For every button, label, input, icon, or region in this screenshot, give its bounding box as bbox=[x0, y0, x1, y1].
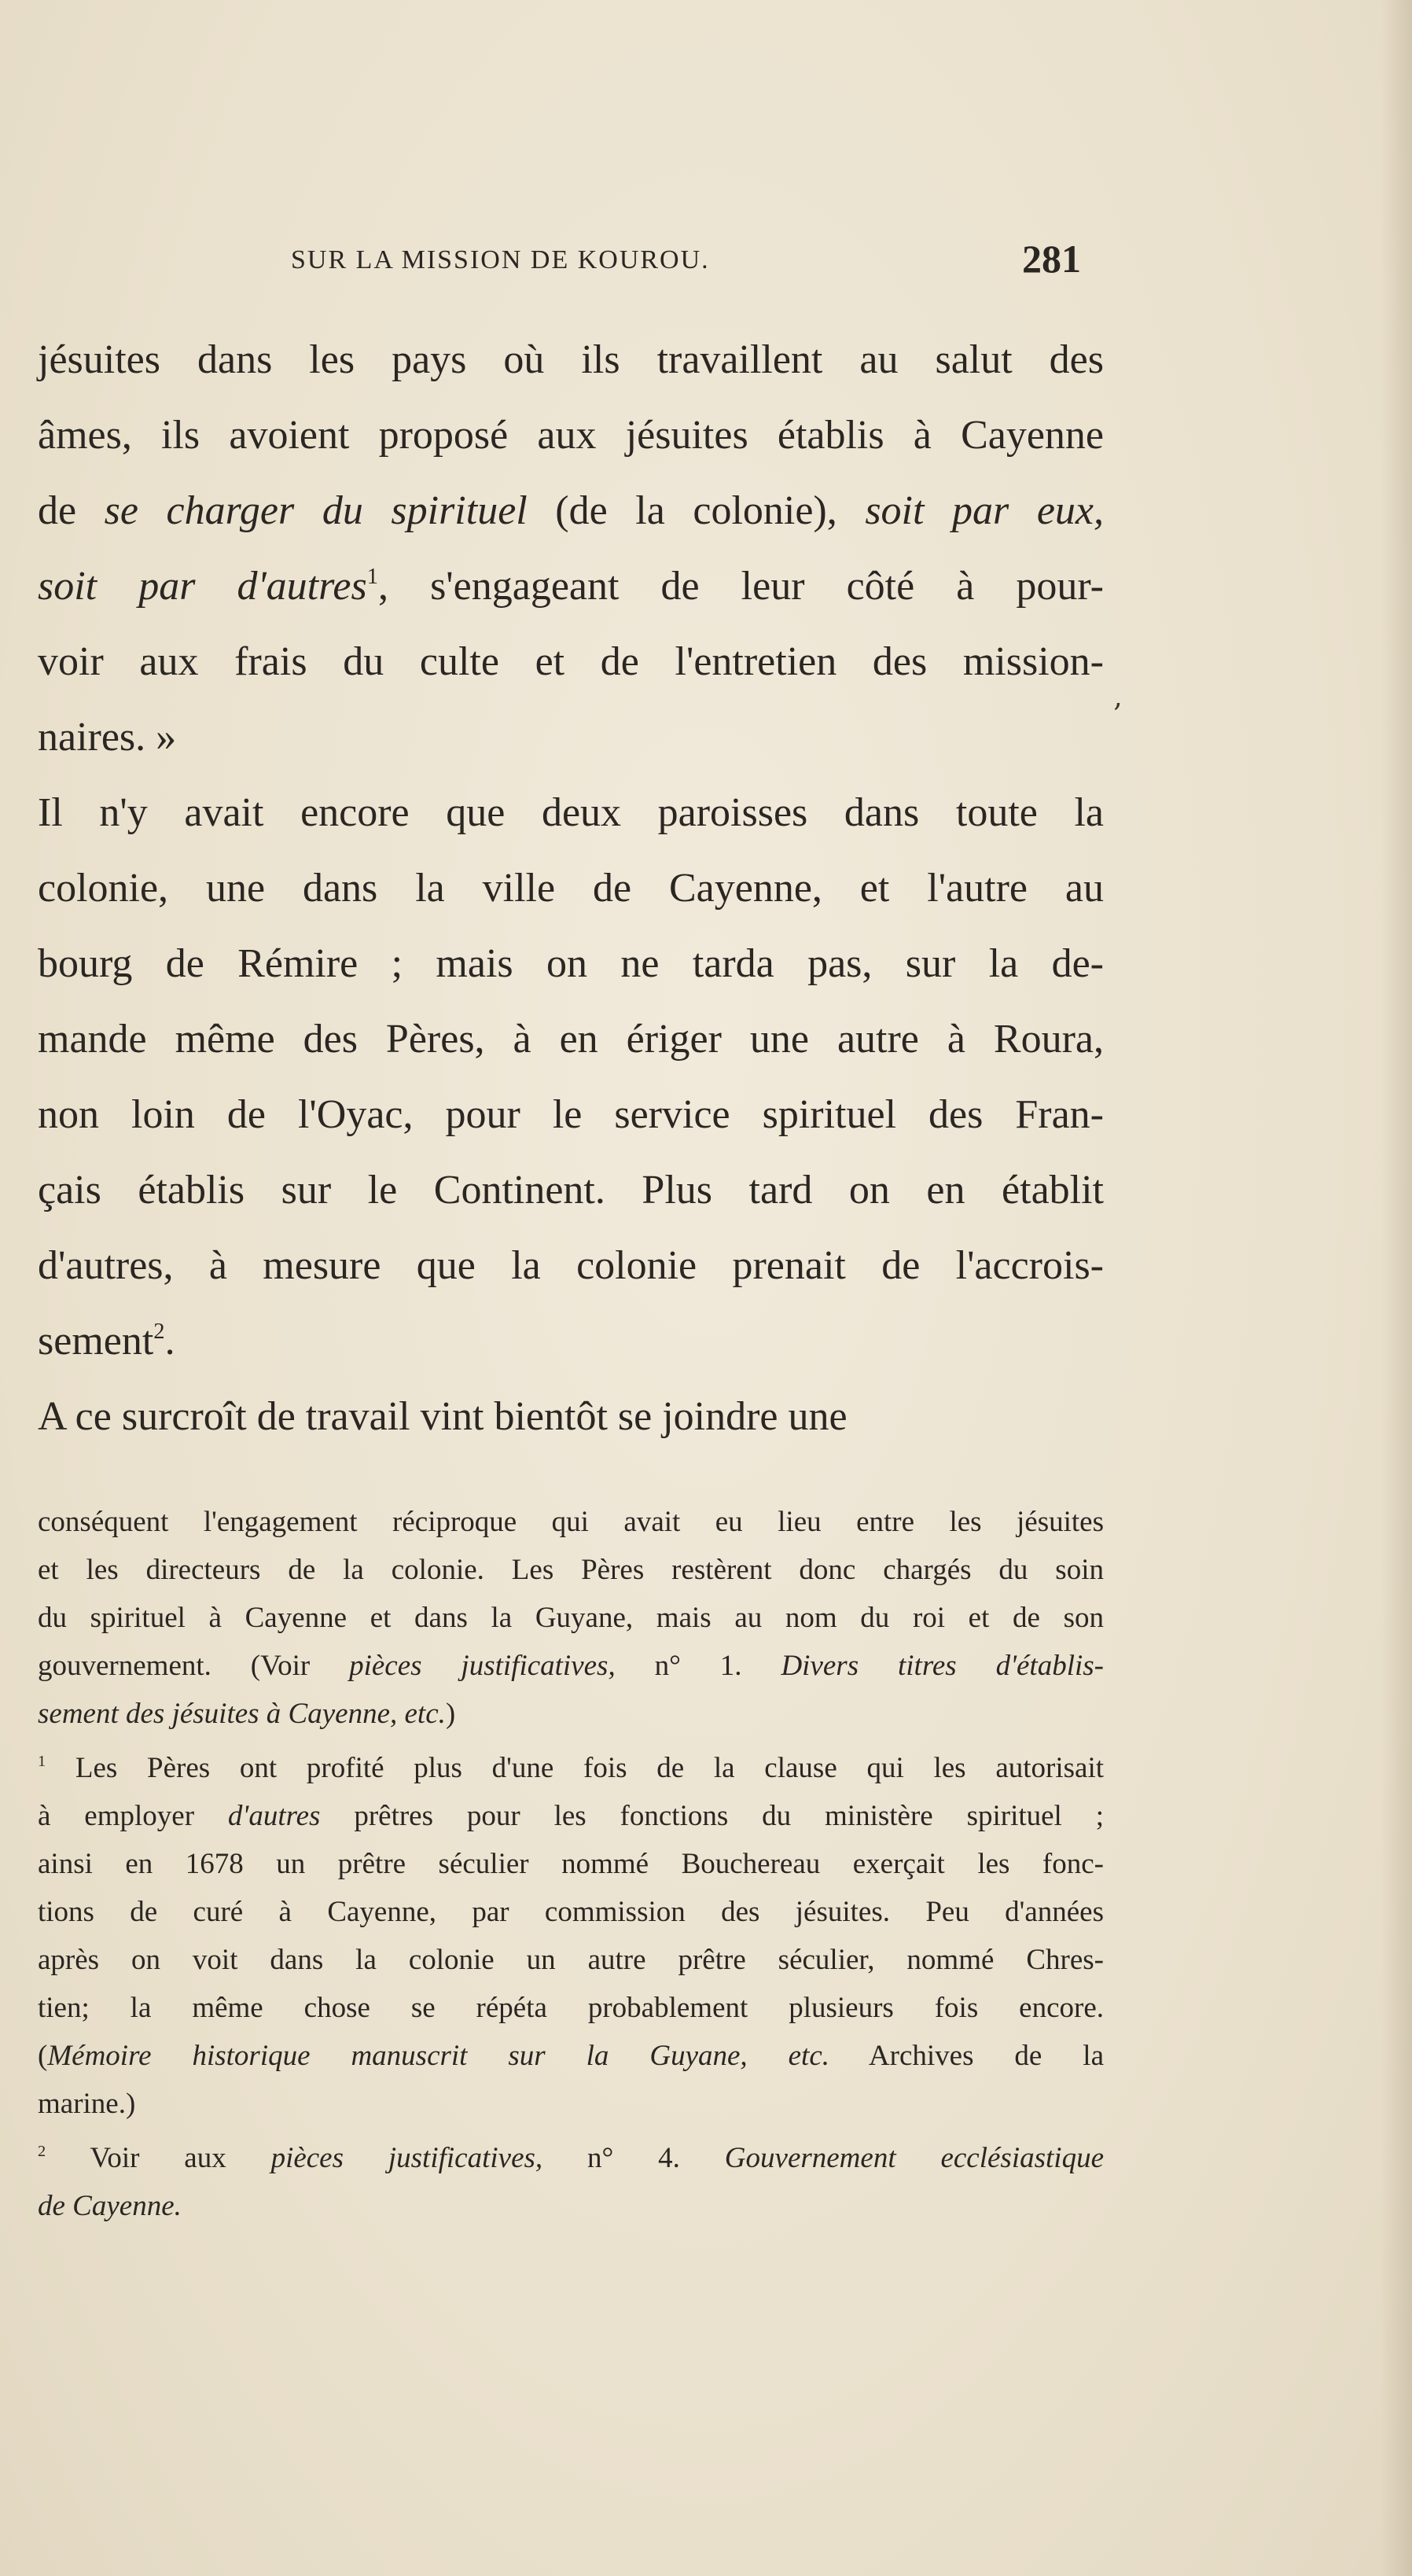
footnote-ref: 2 bbox=[38, 2142, 46, 2160]
text-line bbox=[38, 1002, 1104, 1077]
page-edge-shadow bbox=[1381, 0, 1412, 2576]
footnote-ref: 1 bbox=[38, 1752, 46, 1770]
text-run: conséquent l'engagement réciproque qui avait eu lieu entre les jésuites bbox=[38, 1506, 1104, 1538]
text-run: Voir aux bbox=[46, 2142, 271, 2174]
italic-text: sement des jésuites à Cayenne, etc. bbox=[38, 1698, 446, 1730]
footnote-line bbox=[38, 1546, 1104, 1594]
text-run: Il n'y avait encore que deux paroisses dans toute la bbox=[38, 790, 1104, 835]
margin-mark: ‚ bbox=[1113, 681, 1123, 713]
footnote-line bbox=[38, 2134, 1104, 2182]
text-run: d'autres, à mesure que la colonie prenait de l'accrois- bbox=[38, 1243, 1104, 1288]
footnote-line bbox=[38, 1984, 1104, 2032]
text-run: ainsi en 1678 un prêtre séculier nommé Bouchereau exerçait les fonc- bbox=[38, 1848, 1104, 1880]
italic-text: Mémoire historique manuscrit sur la Guyane, etc. bbox=[47, 2040, 830, 2072]
text-run: tions de curé à Cayenne, par commission des jésuites. Peu d'années bbox=[38, 1896, 1104, 1928]
footnote-line bbox=[38, 2080, 1104, 2128]
italic-text: d'autres bbox=[227, 1800, 321, 1832]
text-run: voir aux frais du culte et de l'entretien des mission- bbox=[38, 639, 1104, 684]
footnote-line bbox=[38, 1936, 1104, 1984]
text-line bbox=[38, 473, 1104, 549]
text-run: et les directeurs de la colonie. Les Pères restèrent donc chargés du soin bbox=[38, 1554, 1104, 1586]
italic-text: soit par d'autres bbox=[38, 564, 367, 609]
text-run: Archives de la bbox=[829, 2040, 1104, 2072]
text-run: à employer bbox=[38, 1800, 228, 1832]
text-line bbox=[38, 775, 1104, 851]
text-run: tien; la même chose se répéta probablement plusieurs fois encore. bbox=[38, 1992, 1104, 2024]
text-line bbox=[38, 624, 1104, 700]
footnote-line bbox=[38, 1840, 1104, 1888]
text-run: colonie, une dans la ville de Cayenne, et l'autre au bbox=[38, 866, 1104, 911]
page-number: 281 bbox=[1022, 237, 1081, 281]
text-run: A ce surcroît de travail vint bientôt se joindre une bbox=[38, 1394, 848, 1439]
running-head: SUR LA MISSION DE KOUROU. bbox=[291, 245, 710, 274]
footnotes bbox=[38, 1498, 1104, 2230]
italic-text: Divers titres d'établis- bbox=[781, 1650, 1104, 1682]
footnote-line bbox=[38, 2182, 1104, 2230]
text-run: de bbox=[38, 488, 105, 533]
text-line bbox=[38, 1304, 1104, 1379]
text-run: n° 1. bbox=[615, 1650, 781, 1682]
footnote-line bbox=[38, 1792, 1104, 1840]
text-line bbox=[38, 1077, 1104, 1153]
text-run: ( bbox=[38, 2040, 48, 2072]
text-line bbox=[38, 1153, 1104, 1228]
footnote-line bbox=[38, 2032, 1104, 2080]
text-line bbox=[38, 398, 1104, 473]
text-run: mande même des Pères, à en ériger une autre à Roura, bbox=[38, 1017, 1104, 1062]
italic-text: de Cayenne. bbox=[38, 2190, 182, 2222]
text-run: sement bbox=[38, 1319, 154, 1363]
text-run: après on voit dans la colonie un autre prêtre séculier, nommé Chres- bbox=[38, 1944, 1104, 1976]
footnote-spacer bbox=[38, 2128, 1104, 2134]
text-line bbox=[38, 1379, 1104, 1455]
text-run: prêtres pour les fonctions du ministère spirituel ; bbox=[320, 1800, 1104, 1832]
text-line bbox=[38, 851, 1104, 926]
text-run: . bbox=[164, 1319, 175, 1363]
text-run: âmes, ils avoient proposé aux jésuites établis à Cayenne bbox=[38, 413, 1104, 458]
text-line bbox=[38, 1228, 1104, 1304]
text-line bbox=[38, 549, 1104, 624]
text-run: gouvernement. (Voir bbox=[38, 1650, 350, 1682]
text-run: ) bbox=[445, 1698, 456, 1730]
italic-text: se charger du spirituel bbox=[104, 488, 528, 533]
text-line bbox=[38, 700, 1104, 775]
main-text bbox=[38, 322, 1104, 1455]
footnote-line bbox=[38, 1690, 1104, 1738]
footnote-ref: 2 bbox=[153, 1319, 165, 1344]
text-run: (de la colonie), bbox=[527, 488, 866, 533]
text-run: jésuites dans les pays où ils travaillent au salut des bbox=[38, 337, 1104, 382]
text-run: n° 4. bbox=[542, 2142, 725, 2174]
italic-text: Gouvernement ecclésiastique bbox=[724, 2142, 1104, 2174]
text-run: non loin de l'Oyac, pour le service spirituel des Fran- bbox=[38, 1092, 1104, 1137]
text-run: du spirituel à Cayenne et dans la Guyane, mais au nom du roi et de son bbox=[38, 1602, 1104, 1634]
text-run: , s'engageant de leur côté à pour- bbox=[378, 564, 1104, 609]
footnote-spacer bbox=[38, 1738, 1104, 1744]
footnote-line bbox=[38, 1594, 1104, 1642]
text-line bbox=[38, 926, 1104, 1002]
text-line bbox=[38, 322, 1104, 398]
italic-text: pièces justificatives, bbox=[349, 1650, 616, 1682]
footnote-line bbox=[38, 1744, 1104, 1792]
text-run: çais établis sur le Continent. Plus tard on en établit bbox=[38, 1168, 1104, 1213]
text-run: bourg de Rémire ; mais on ne tarda pas, sur la de- bbox=[38, 941, 1104, 986]
footnote-line bbox=[38, 1498, 1104, 1546]
text-run: naires. » bbox=[38, 715, 177, 760]
footnote-ref: 1 bbox=[366, 564, 378, 589]
footnote-line bbox=[38, 1888, 1104, 1936]
text-run: Les Pères ont profité plus d'une fois de la clause qui les autorisait bbox=[46, 1752, 1104, 1784]
italic-text: pièces justificatives, bbox=[270, 2142, 543, 2174]
text-run: marine.) bbox=[38, 2088, 136, 2120]
footnote-line bbox=[38, 1642, 1104, 1690]
italic-text: soit par eux, bbox=[865, 488, 1104, 533]
